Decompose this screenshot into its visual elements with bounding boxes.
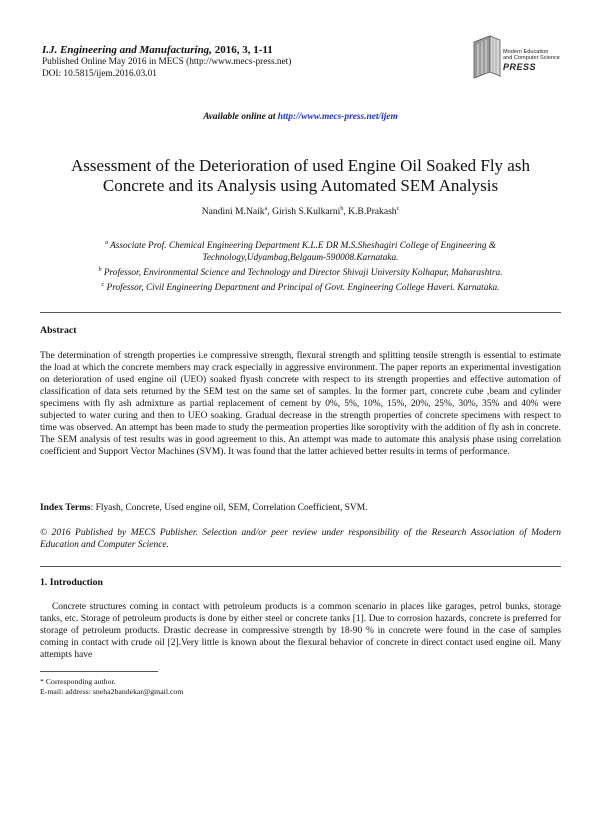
logo-line-2: and Computer Science [503, 55, 560, 61]
journal-name: I.J. Engineering and Manufacturing, [42, 44, 212, 56]
index-terms [40, 503, 561, 513]
published-line: Published Online May 2016 in MECS (http://www.mecs-press.net) [42, 57, 292, 67]
abstract-heading: Abstract [40, 325, 77, 336]
author-sup: a [264, 206, 268, 212]
introduction-text: Concrete structures coming in contact with petroleum products is a common scenario in places like garages, petrol bunks, storage tanks, etc. Storage of petroleum products is done by either steel or concrete tanks [1]. Due to corrosion hazards, concrete is preferred for storage of petroleum products. Drastic decrease in compressive strength by 18-90 % in concrete were found in the case of samples coming in contact with crude oil [2].Very little is known about the flexural behavior of concrete in direct contact used engine oil. Many attempts have [40, 602, 561, 661]
mecs-press-logo [470, 32, 560, 92]
affiliations [42, 237, 559, 294]
footnote [40, 677, 183, 697]
affiliation: $^b$ Professor, Environmental Science and Technology and Director Shivaji University Kolhapur, Maharashtra. [98, 267, 503, 279]
email-address: E-mail: address: sneha2bandekar@gmail.com [40, 687, 184, 696]
journal-url-link[interactable]: http://www.mecs-press.net/ijem [277, 112, 398, 122]
divider [40, 566, 561, 567]
divider [40, 312, 561, 313]
abstract-text: The determination of strength properties i.e compressive strength, flexural strength and splitting tensile strength is essential to estimate the load at which the concrete members may crack especially in aggressive environment. The paper reports an experimental investigation on deterioration of used engine oil (UEO) soaked flyash concrete with respect to its strength properties and effective automation of classification of data sets returned by the SEM test on the same set of samples. In the former part, concrete cube ,beam and cylinder specimens with fly ash admixture as partial replacement of cement by 0%, 5%, 10%, 15%, 20%, 25%, 30%, 35% and 40% were subjected to water curing and then to UEO soaking. Gradual decrease in the strength properties of concrete specimens with respect to time was observed. An attempt has been made to study the permeation properties like soroptivity with the addition of fly ash in concrete. The SEM analysis of test results was in good agreement to this. An attempt was made to automate this analysis phase using correlation coefficient and Support Vector Machines (SVM). It was found that the latter achieved better results in terms of performance. [40, 351, 561, 458]
logo-line-1: Modern Education [503, 49, 549, 55]
index-terms-text: : Flyash, Concrete, Used engine oil, SEM, Correlation Coefficient, SVM. [90, 503, 368, 513]
corresponding-author: * Corresponding author. [40, 677, 116, 686]
logo-press: PRESS [503, 62, 537, 72]
available-online [0, 112, 601, 122]
copyright-notice: © 2016 Published by MECS Publisher. Selection and/or peer review under responsibility of the Research Association of Modern Education and Computer Science. [40, 528, 561, 551]
author-name: Girish S.Kulkarni [272, 206, 341, 218]
author-sup: b [340, 206, 344, 212]
doi-line: DOI: 10.5815/ijem.2016.03.01 [42, 68, 157, 79]
introduction-heading: 1. Introduction [40, 577, 103, 588]
journal-issue: 2016, 3, 1-11 [211, 44, 273, 56]
index-terms-label: Index Terms [40, 503, 91, 513]
author-sup: c [396, 206, 400, 212]
available-label: Available online at [203, 112, 278, 122]
author-name: Nandini M.Naik [201, 206, 265, 218]
author-list: Nandini M.Naik$^a$, Girish S.Kulkarni$^b$, K.B.Prakash$^c$ [201, 206, 400, 218]
author-name: K.B.Prakash [348, 206, 397, 218]
footnote-divider [40, 671, 158, 672]
journal-header [42, 44, 422, 80]
affiliation: $^c$ Professor, Civil Engineering Department and Principal of Govt. Engineering College Haveri. Karnataka. [101, 282, 500, 294]
book-icon [470, 32, 504, 80]
paper-title: Assessment of the Deterioration of used Engine Oil Soaked Fly ash Concrete and its Analysis using Automated SEM Analysis [71, 156, 530, 195]
affiliation: $^a$ Associate Prof. Chemical Engineering Department K.L.E DR M.S.Sheshagiri College of Engineering & Technology,Udyambag,Belgaum-590008.Karnataka. [104, 240, 497, 264]
